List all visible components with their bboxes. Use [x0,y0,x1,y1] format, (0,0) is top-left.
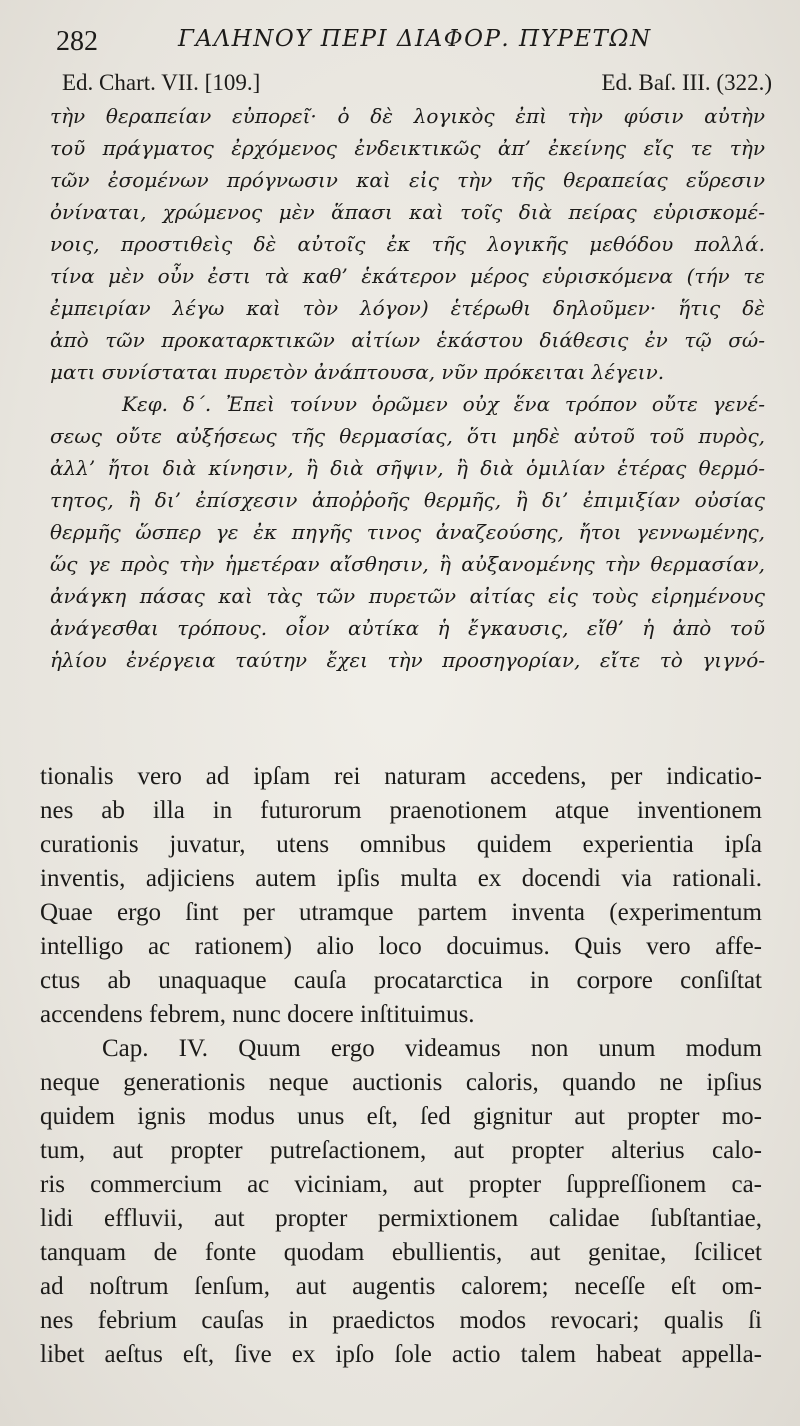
greek-line: ἀνάγεσθαι τρόπους. οἷον αὐτίκα ἡ ἔγκαυσις, εἴθ’ ἡ ἀπὸ τοῦ [50,616,765,640]
latin-line: tum, aut propter putreſactionem, aut propter alterius calo- [40,1137,762,1164]
latin-line: accendens febrem, nunc docere inſtituimus. [40,1001,475,1028]
latin-line: neque generationis neque auctionis caloris, quando ne ipſius [40,1069,762,1096]
edition-reference-basel: Ed. Baſ. III. (322.) [601,70,772,95]
greek-line: ἀπὸ τῶν προκαταρκτικῶν αἰτίων ἑκάστου διάθεσις ἐν τῷ σώ- [50,328,765,352]
greek-line: τητος, ἢ δι’ ἐπίσχεσιν ἀποῤῥοῆς θερμῆς, ἢ δι’ ἐπιμιξίαν οὐσίας [50,488,765,512]
greek-line: τίνα μὲν οὖν ἐστι τὰ καθ’ ἑκάτερον μέρος εὑρισκόμενα (τήν τε [50,264,765,288]
edition-references [62,70,772,100]
greek-line: ὥς γε πρὸς τὴν ἡμετέραν αἴσθησιν, ἢ αὐξανομένης τὴν θερμασίαν, [50,552,765,576]
latin-line: Quae ergo ſint per utramque partem inventa (experimentum [40,899,762,926]
greek-line: σεως οὔτε αὐξήσεως τῆς θερμασίας, ὅτι μηδὲ αὐτοῦ τοῦ πυρὸς, [50,424,765,448]
latin-chapter-heading-line: Cap. IV. Quum ergo videamus non unum modum [102,1035,762,1062]
greek-line: θερμῆς ὥσπερ γε ἐκ πηγῆς τινος ἀναζεούσης, ἤτοι γεννωμένης, [50,520,765,544]
latin-line: inventis, adjiciens autem ipſis multa ex docendi via rationali. [40,865,762,892]
page-header [56,20,756,64]
latin-line: libet aeſtus eſt, ſive ex ipſo ſole actio talem habeat appella- [40,1341,762,1368]
latin-line: ad noſtrum ſenſum, aut augentis calorem; neceſſe eſt om- [40,1273,762,1300]
latin-text-block [40,760,762,1372]
greek-line: ματι συνίσταται πυρετὸν ἀνάπτουσα, νῦν πρόκειται λέγειν. [50,360,665,384]
latin-line: lidi effluvii, aut propter permixtionem calidae ſubſtantiae, [40,1205,762,1232]
latin-line: nes ab illa in futurorum praenotionem atque inventionem [40,797,762,824]
latin-line: quidem ignis modus unus eſt, ſed gignitur aut propter mo- [40,1103,762,1130]
edition-reference-chartier: Ed. Chart. VII. [109.] [62,70,261,95]
latin-line: tanquam de fonte quodam ebullientis, aut genitae, ſcilicet [40,1239,762,1266]
running-title: ΓΑΛΗΝΟΥ ΠΕΡΙ ΔΙΑΦΟΡ. ΠΥΡΕΤΩΝ [178,26,652,52]
latin-line: ris commercium ac viciniam, aut propter ſuppreſſionem ca- [40,1171,762,1198]
greek-line: τοῦ πράγματος ἐρχόμενος ἐνδεικτικῶς ἀπ’ ἐκείνης εἴς τε τὴν [50,136,765,160]
page-number: 282 [56,26,98,57]
latin-line: curationis juvatur, utens omnibus quidem experientia ipſa [40,831,762,858]
greek-text-block [50,100,765,676]
greek-line: νοις, προστιθεὶς δὲ αὐτοῖς ἐκ τῆς λογικῆς μεθόδου πολλά. [50,232,765,256]
latin-line: nes febrium cauſas in praedictos modos revocari; qualis ſi [40,1307,762,1334]
latin-line: intelligo ac rationem) alio loco docuimus. Quis vero affe- [40,933,762,960]
greek-line: τὴν θεραπείαν εὐπορεῖ· ὁ δὲ λογικὸς ἐπὶ τὴν φύσιν αὐτὴν [50,104,765,128]
greek-line: ὀνίναται, χρώμενος μὲν ἅπασι καὶ τοῖς διὰ πείρας εὑρισκομέ- [50,200,765,224]
latin-line: tionalis vero ad ipſam rei naturam accedens, per indicatio- [40,763,762,790]
greek-line: τῶν ἐσομένων πρόγνωσιν καὶ εἰς τὴν τῆς θεραπείας εὕρεσιν [50,168,765,192]
greek-line: ἀνάγκη πάσας καὶ τὰς τῶν πυρετῶν αἰτίας εἰς τοὺς εἰρημένους [50,584,765,608]
latin-line: ctus ab unaquaque cauſa procatarctica in corpore conſiſtat [40,967,762,994]
greek-line: ἐμπειρίαν λέγω καὶ τὸν λόγον) ἑτέρωθι δηλοῦμεν· ἥτις δὲ [50,296,765,320]
greek-chapter-heading-line: Κεφ. δ΄. Ἐπεὶ τοίνυν ὁρῶμεν οὐχ ἕνα τρόπον οὔτε γενέ- [122,392,765,416]
greek-line: ἡλίου ἐνέργεια ταύτην ἔχει τὴν προσηγορίαν, εἴτε τὸ γιγνό- [50,648,765,672]
greek-line: ἀλλ’ ἤτοι διὰ κίνησιν, ἢ διὰ σῆψιν, ἢ διὰ ὁμιλίαν ἑτέρας θερμό- [50,456,765,480]
